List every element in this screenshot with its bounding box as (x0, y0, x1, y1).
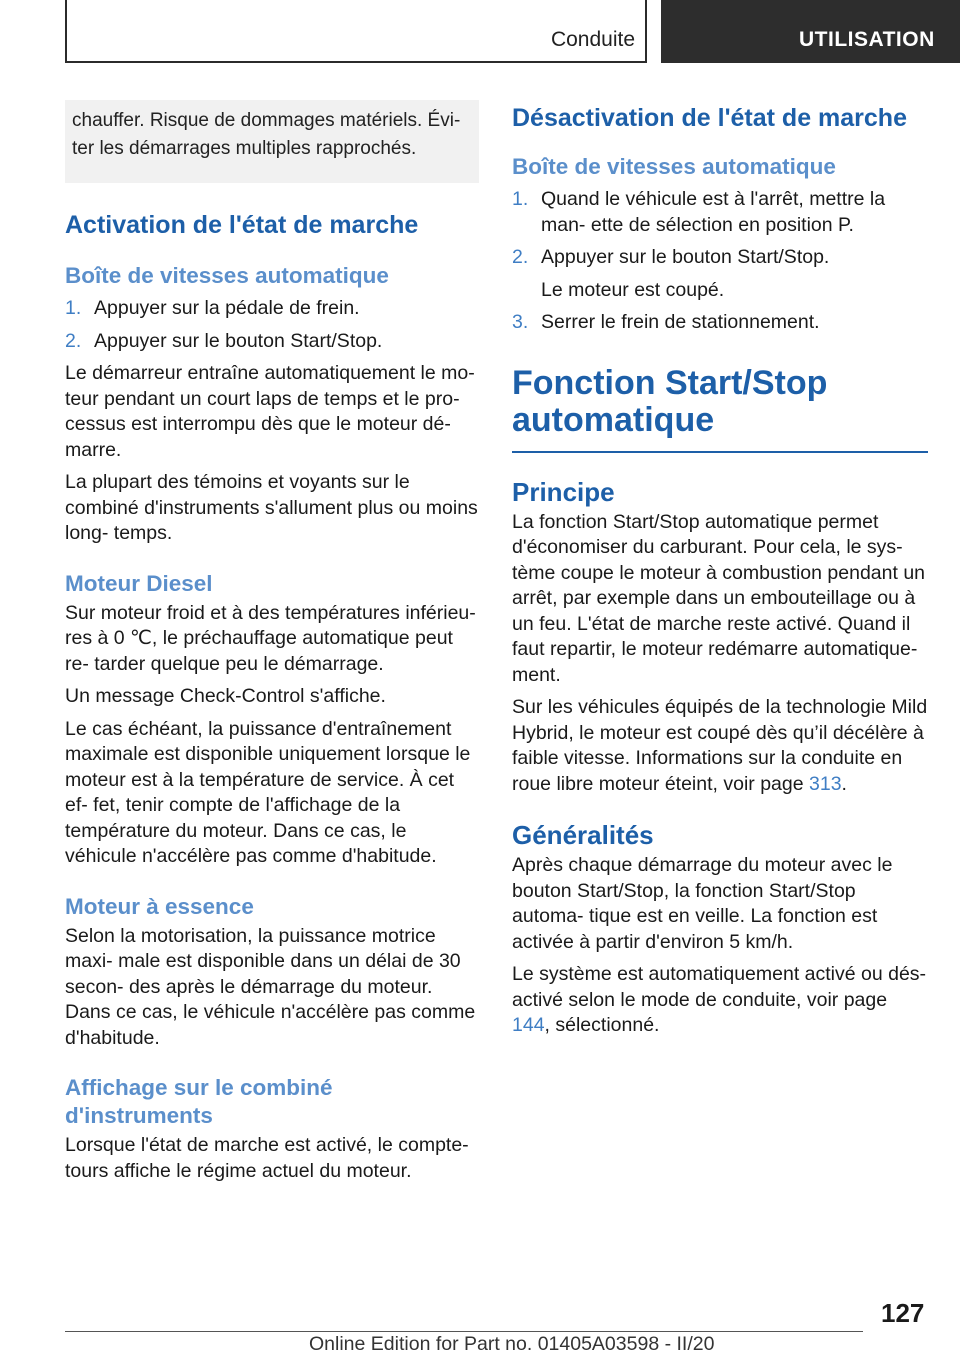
essence-heading: Moteur à essence (65, 893, 254, 919)
list-item: 3. Serrer le frein de stationnement. (512, 311, 820, 333)
generalites-heading: Généralités (512, 820, 654, 850)
deactivation-steps-continued (512, 310, 928, 336)
mild-hybrid-paragraph: Sur les véhicules équipés de la technologie Mild Hybrid, le moteur est coupé dès qu’il décélère à faible vitesse. Informations sur la conduite en roue libre moteur éteint, voir page 313. (512, 696, 928, 795)
indicator-paragraph: La plupart des témoins et voyants sur le combiné d'instruments s'allument plus ou moins long- temps. (65, 471, 478, 544)
principe-heading: Principe (512, 476, 615, 507)
list-item: 1. Quand le véhicule est à l'arrêt, mettre la man- ette de sélection en position P. (512, 188, 886, 236)
right-column (512, 100, 928, 1046)
page-number: 127 (881, 1298, 925, 1328)
list-item: 2. Appuyer sur le bouton Start/Stop. (512, 246, 830, 268)
diesel-paragraph: Sur moteur froid et à des températures inférieu- res à 0 ℃, le préchauffage automatique peut re- tarder quelque peu le démarrage. (65, 601, 476, 675)
page-link-144[interactable]: 144 (512, 1014, 545, 1036)
generalites-paragraph: Après chaque démarrage du moteur avec le bouton Start/Stop, la fonction Start/Stop automa- tique est en veille. La fonction est activée à partir d'environ 5 km/h. (512, 854, 893, 953)
activation-steps (65, 296, 479, 354)
diesel-heading: Moteur Diesel (65, 570, 213, 596)
activation-heading: Activation de l'état de marche (65, 211, 419, 239)
warning-box: chauffer. Risque de dommages matériels. Évi- ter les démarrages multiples rapprochés. (65, 100, 479, 183)
deactivation-heading: Désactivation de l'état de marche (512, 104, 907, 132)
engine-off-note: Le moteur est coupé. (541, 278, 725, 301)
edition-text: Online Edition for Part no. 01405A03598 - II/20 (309, 1333, 715, 1355)
principe-paragraph: La fonction Start/Stop automatique permet d'économiser du carburant. Pour cela, le sys- tème coupe le moteur à combustion pendant un arrêt, par exemple dans un embouteillage ou à un feu. L'état de marche reste activé. Quand il faut repartir, le moteur redémarre automatique- ment. (512, 510, 926, 686)
activation-paragraph: Le démarreur entraîne automatiquement le mo- teur pendant un court laps de temps et le pro- cessus est interrompu dès que le moteur dé- marre. (65, 362, 475, 461)
essence-paragraph: Selon la motorisation, la puissance motrice maxi- male est disponible dans un délai de 30 secon- des après le démarrage du moteur. Dans ce cas, le véhicule n'accélère pas comme d'habitude. (65, 924, 476, 1049)
header-chapter: UTILISATION (661, 0, 960, 63)
check-control-paragraph: Un message Check-Control s'affiche. (65, 685, 386, 707)
deactivation-steps (512, 187, 928, 271)
footer-rule (65, 1331, 863, 1332)
list-item: 2. Appuyer sur le bouton Start/Stop. (65, 329, 383, 352)
affichage-paragraph: Lorsque l'état de marche est activé, le compte- tours affiche le régime actuel du moteur. (65, 1134, 469, 1182)
auto-gearbox-heading: Boîte de vitesses automatique (65, 263, 389, 288)
header-section: Conduite (550, 28, 635, 51)
affichage-heading: Affichage sur le combiné d'instruments (65, 1075, 333, 1128)
driving-mode-paragraph: Le système est automatiquement activé ou dés- activé selon le mode de conduite, voir page 144, sélectionné. (512, 963, 927, 1036)
diesel-power-paragraph: Le cas échéant, la puissance d'entraînement maximale est disponible uniquement lorsque le moteur est à la température de service. À cet ef- fet, tenir compte de l'affichage de la température du moteur. Dans ce cas, le véhicule n'accélère pas comme d'habitude. (65, 717, 471, 867)
left-column (65, 100, 479, 1191)
startstop-title: Fonction Start/Stop automatique (512, 363, 828, 439)
page-link-313[interactable]: 313 (809, 772, 842, 795)
auto-gearbox-heading-right: Boîte de vitesses automatique (512, 154, 836, 179)
list-item: 1. Appuyer sur la pédale de frein. (65, 297, 360, 319)
